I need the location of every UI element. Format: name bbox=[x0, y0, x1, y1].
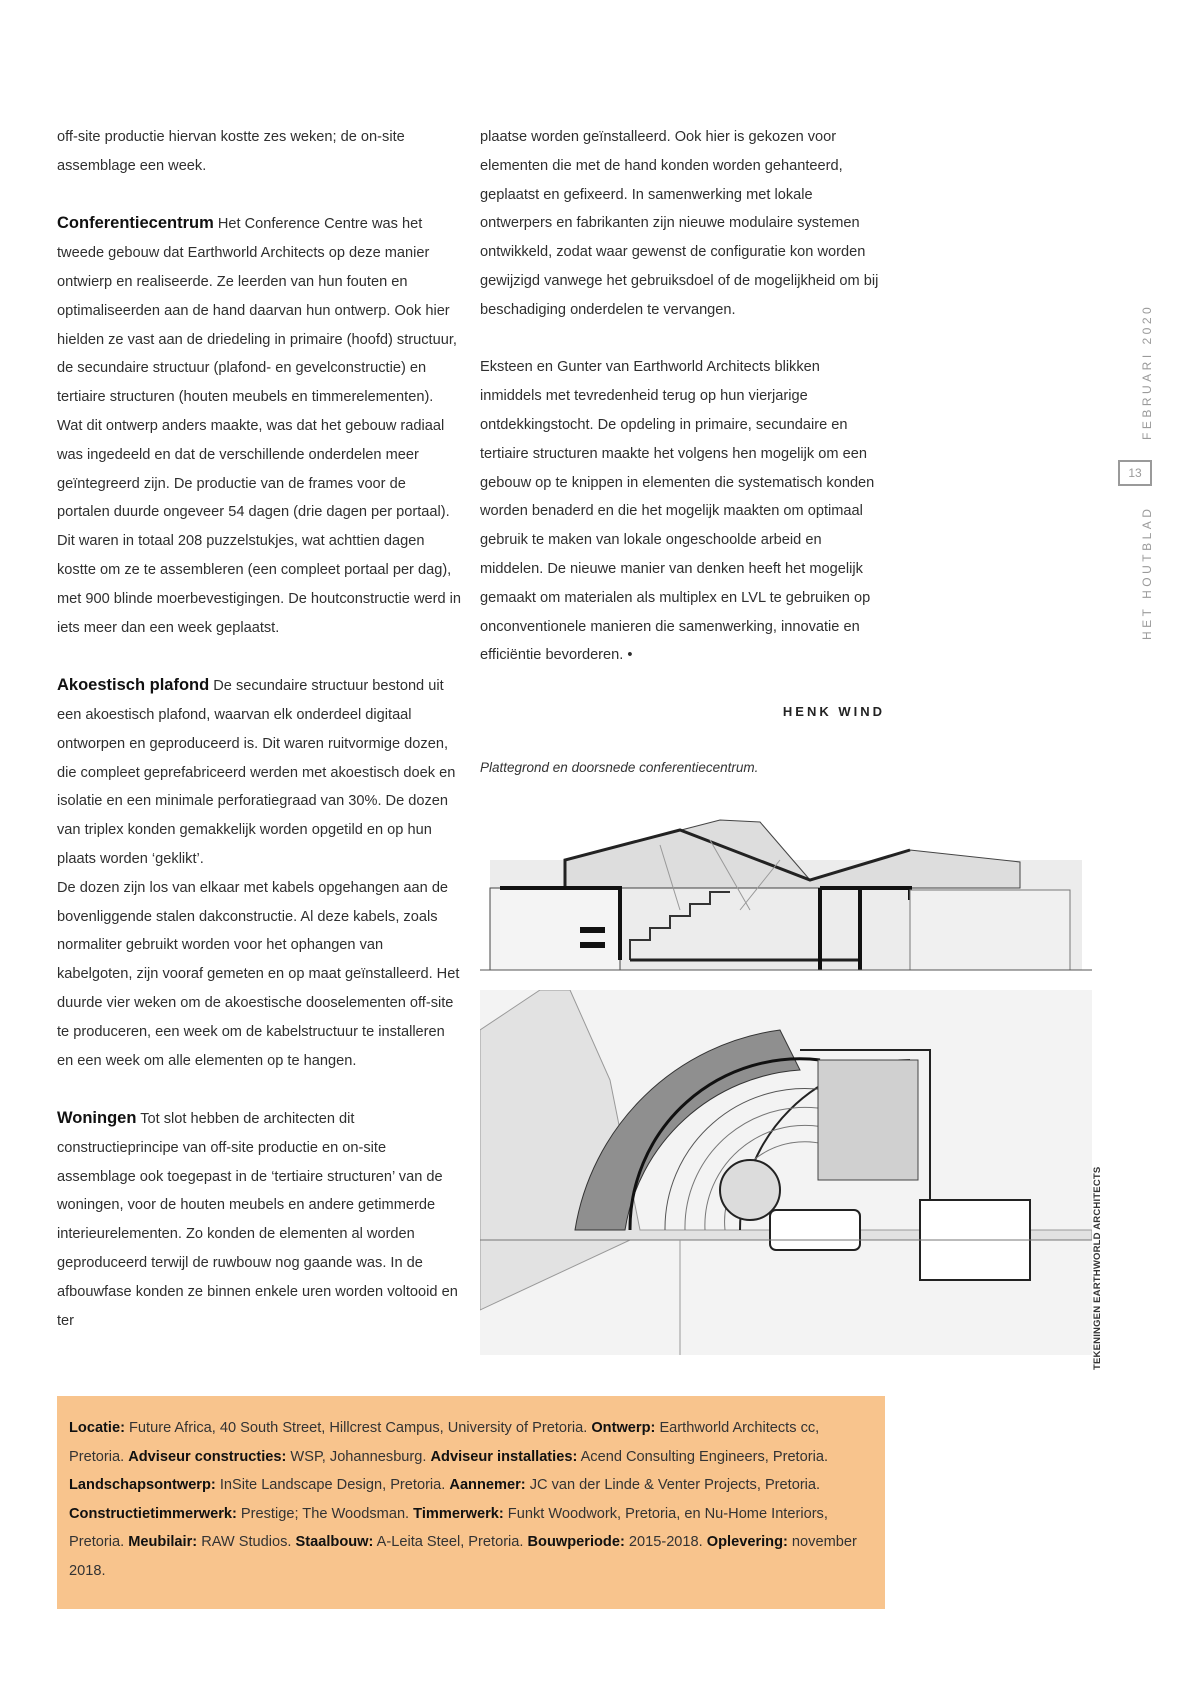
info-label: Ontwerp: bbox=[591, 1420, 656, 1436]
info-label: Adviseur installaties: bbox=[430, 1448, 578, 1465]
section-drawing bbox=[480, 800, 1092, 972]
paragraph-text: Tot slot hebben de architecten dit constructieprincipe van off-site productie en on-site assemblage ook toegepast in de ‘tertiaire structuren’ van de woningen, voor de houten meubels en andere getimmerde interieurelementen. Zo konden de elementen al worden geproduceerd terwijl de ruwbouw nog gaande was. In de afbouwfase konden ze binnen enkele uren worden voltooid en ter bbox=[57, 1111, 458, 1329]
info-value: WSP, Johannesburg. bbox=[286, 1448, 431, 1465]
info-label: Constructietimmerwerk: bbox=[69, 1505, 237, 1522]
project-info-box bbox=[57, 1396, 885, 1609]
info-label: Staalbouw: bbox=[295, 1534, 374, 1551]
paragraph-text: De secundaire structuur bestond uit een akoestisch plafond, waarvan elk onderdeel digitaal ontworpen en geproduceerd is. Dit waren ruitvormige dozen, die compleet geprefabriceerd werden met akoestisch doek en isolatie en een minimale perforatiegraad van 30%. De dozen van triplex konden gemakkelijk worden opgetild en op hun plaats worden ‘geklikt’. bbox=[57, 678, 456, 867]
info-value: Future Africa, 40 South Street, Hillcrest Campus, University of Pretoria. bbox=[124, 1420, 592, 1436]
paragraph: plaatse worden geïnstalleerd. Ook hier is gekozen voor elementen die met de hand konden worden gehanteerd, geplaatst en gefixeerd. In samenwerking met lokale ontwerpers en fabrikanten zijn nieuwe modulaire systemen ontwikkeld, zodat waar gewenst de configuratie kon worden gewijzigd vanwege het gebruiksdoel of de mogelijkheid om bij beschadiging onderdelen te vervangen. bbox=[480, 129, 879, 318]
info-value: Earthworld Architects cc, Pretoria. bbox=[69, 1420, 820, 1465]
info-value: RAW Studios. bbox=[197, 1534, 296, 1551]
info-value: Prestige; The Woodsman. bbox=[236, 1505, 414, 1522]
section-heading: Conferentiecentrum bbox=[57, 214, 214, 233]
info-label: Aannemer: bbox=[449, 1477, 526, 1494]
section-heading: Woningen bbox=[57, 1109, 137, 1128]
info-label: Oplevering: bbox=[706, 1534, 788, 1551]
info-value: Funkt Woodwork, Pretoria, en Nu-Home Interiors, Pretoria. bbox=[69, 1505, 828, 1551]
author-byline: HENK WIND bbox=[782, 704, 885, 719]
info-label: Locatie: bbox=[69, 1420, 125, 1436]
figure-caption: Plattegrond en doorsnede conferentiecentrum. bbox=[480, 760, 759, 775]
paragraph-text: Het Conference Centre was het tweede gebouw dat Earthworld Architects op deze manier ontwierp en realiseerde. Ze leerden van hun fouten en optimaliseerden aan de hand daarvan hun ontwerp. Ook hier hielden ze vast aan de driedeling in primaire (hoofd) structuur, de secundaire structuur (plafond- en gevelconstructie) en tertiaire structuren (houten meubels en timmerelementen). bbox=[57, 216, 457, 406]
info-value: Acend Consulting Engineers, Pretoria. bbox=[577, 1448, 829, 1465]
page-number: 13 bbox=[1118, 460, 1152, 486]
paragraph: Wat dit ontwerp anders maakte, was dat het gebouw radiaal was ingedeeld en dat de verschillende onderdelen meer geïntegreerd zijn. De productie van de frames voor de portalen duurde ongeveer 54 dagen (drie dagen per portaal). Dit waren in totaal 208 puzzelstukjes, wat achttien dagen kostte om ze te assembleren (een compleet portaal per dag), met 900 blinde moerbevestigingen. De houtconstructie werd in iets meer dan een week geplaatst. bbox=[57, 417, 461, 636]
right-column bbox=[480, 123, 885, 670]
paragraph: De dozen zijn los van elkaar met kabels opgehangen aan de bovenliggende stalen dakconstructie. Al deze kabels, zoals normaliter gebruikt worden voor het ophangen van kabelgoten, zijn vooraf gemeten en op maat geïnstalleerd. Het duurde vier weken om de akoestische dooselementen off-site te produceren, een week om de kabelstructuur te installeren en een week om alle elementen op te hangen. bbox=[57, 879, 460, 1069]
section-heading: Akoestisch plafond bbox=[57, 676, 210, 695]
info-label: Meubilair: bbox=[128, 1534, 198, 1551]
floor-plan-drawing bbox=[480, 990, 1092, 1355]
info-value: 2015-2018. bbox=[624, 1534, 707, 1551]
info-label: Landschapsontwerp: bbox=[69, 1477, 216, 1494]
info-label: Bouwperiode: bbox=[527, 1534, 625, 1551]
info-label: Adviseur constructies: bbox=[128, 1448, 287, 1465]
left-column bbox=[57, 123, 462, 1335]
magazine-name: HET HOUTBLAD bbox=[1140, 505, 1154, 640]
paragraph: Eksteen en Gunter van Earthworld Architects blikken inmiddels met tevredenheid terug op hun vierjarige ontdekkingstocht. De opdeling in primaire, secundaire en tertiaire structuren maakte het volgens hen mogelijk om een gebouw op te knippen in elementen die systematisch konden worden benaderd en die het mogelijk maakten om optimaal gebruik te maken van lokale ongeschoolde arbeid en middelen. De nieuwe manier van denken heeft het mogelijk gemaakt om materialen als multiplex en LVL te gebruiken op onconventionele manieren die samenwerking, innovatie en efficiëntie bevorderen. • bbox=[480, 359, 875, 664]
figure-credit: TEKENINGEN EARTHWORLD ARCHITECTS bbox=[1092, 1166, 1103, 1370]
info-value: JC van der Linde & Venter Projects, Pretoria. bbox=[525, 1477, 821, 1494]
info-value: november 2018. bbox=[69, 1534, 857, 1579]
info-label: Timmerwerk: bbox=[413, 1505, 504, 1522]
paragraph: off-site productie hiervan kostte zes weken; de on-site assemblage een week. bbox=[57, 129, 405, 174]
info-value: A-Leita Steel, Pretoria. bbox=[373, 1534, 528, 1551]
info-value: InSite Landscape Design, Pretoria. bbox=[215, 1477, 450, 1494]
issue-date: FEBRUARI 2020 bbox=[1140, 303, 1154, 440]
